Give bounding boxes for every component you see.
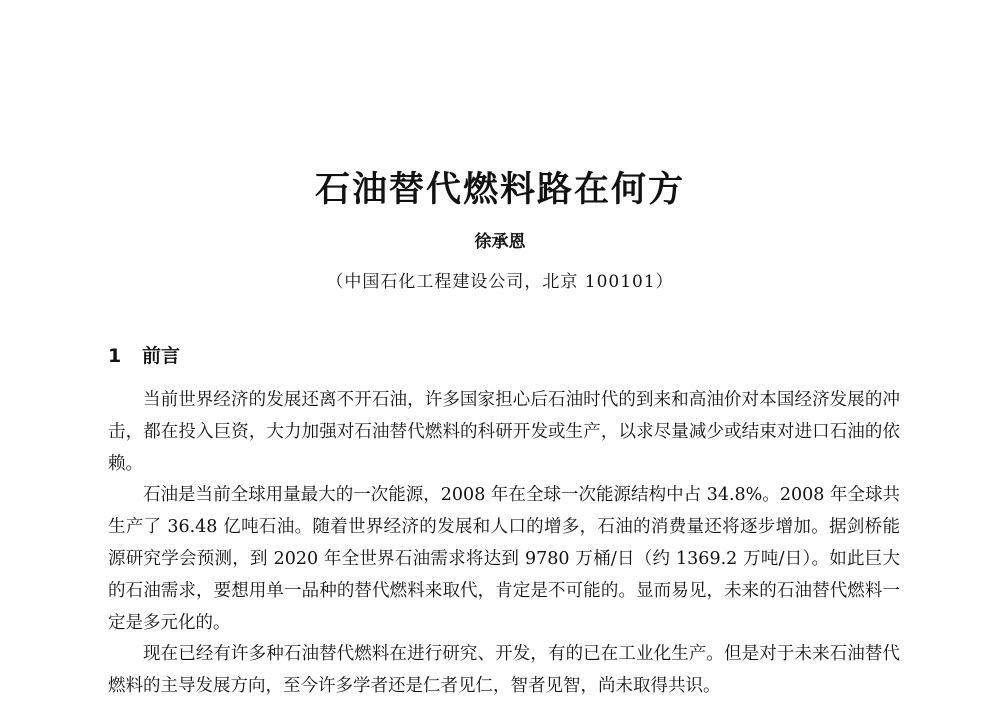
paragraph-1: 当前世界经济的发展还离不开石油，许多国家担心后石油时代的到来和高油价对本国经济发展的冲击，都在投入巨资，大力加强对石油替代燃料的科研开发或生产，以求尽量减少或结束对进口石油的依赖。 [108,390,900,474]
article-title: 石油替代燃料路在何方 [314,170,685,210]
paragraph-2: 石油是当前全球用量最大的一次能源，2008 年在全球一次能源结构中占 34.8%。2008 年全球共生产了 36.48 亿吨石油。随着世界经济的发展和人口的增多，石油的消费量还将逐步增加。据剑桥能源研究学会预测，到 2020 年全世界石油需求将达到 9780 万桶/日（约 1369.2 万吨/日）。如此巨大的石油需求，要想用单一品种的替代燃料来取代，肯定是不可能的。显而易见，未来的石油替代燃料一定是多元化的。 [108,485,900,633]
section-body [108,385,900,703]
author-affiliation: （中国石化工程建设公司，北京 100101） [326,272,674,292]
section-title: 前言 [142,345,181,367]
author-name: 徐承恩 [474,232,526,252]
paragraph-3: 现在已经有许多种石油替代燃料在进行研究、开发，有的已在工业化生产。但是对于未来石油替代燃料的主导发展方向，至今许多学者还是仁者见仁，智者见智，尚未取得共识。 [108,644,900,697]
section-heading [108,343,180,369]
section-number: 1 [108,345,122,367]
